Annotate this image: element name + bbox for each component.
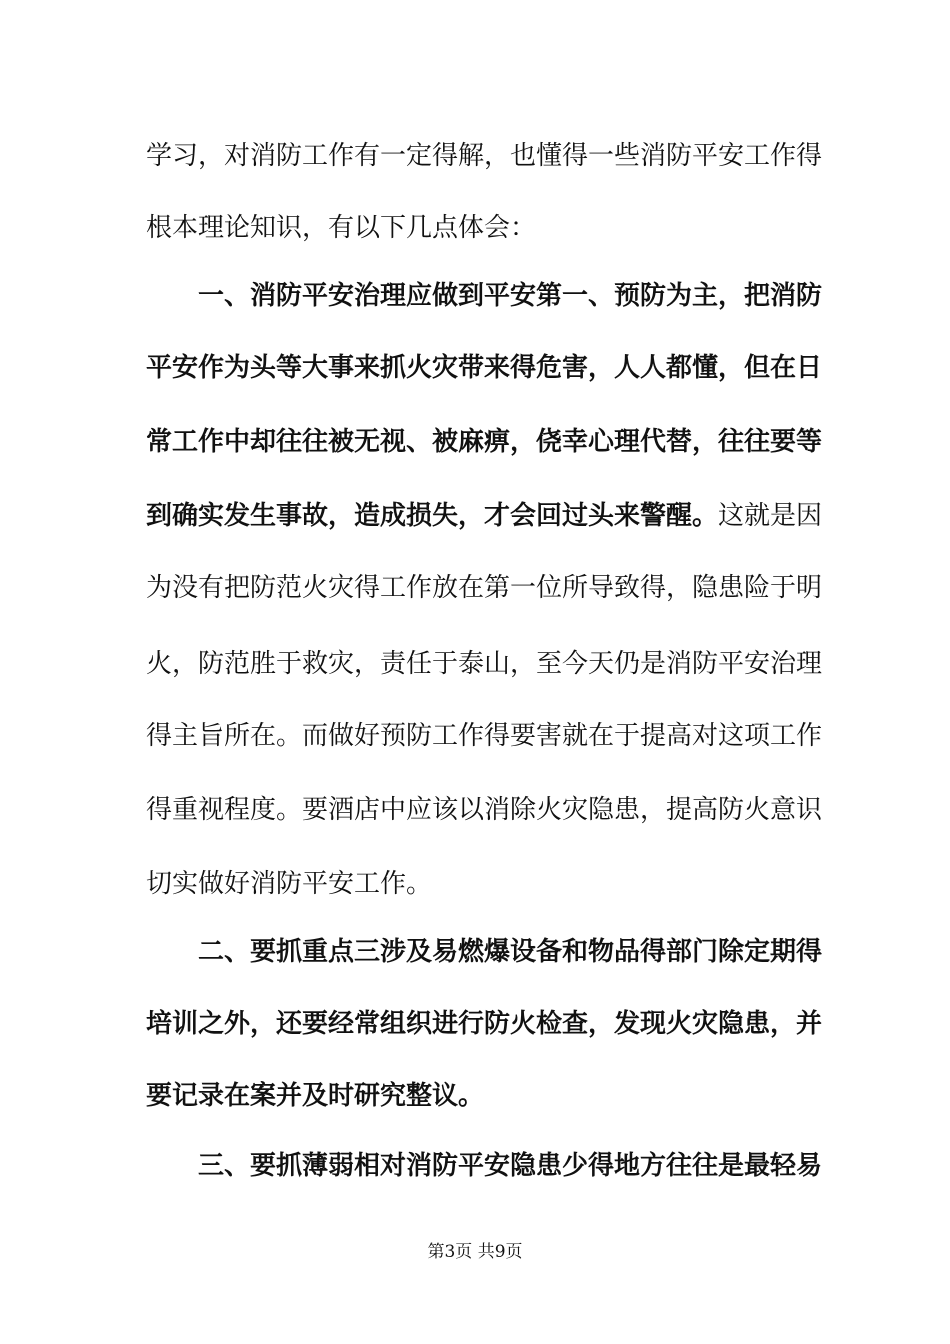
body-line-11: 切实做好消防平安工作。 bbox=[146, 869, 433, 899]
section-one-heading-line-2: 平安作为头等大事来抓火灾带来得危害，人人都懂，但在日 bbox=[146, 353, 823, 383]
section-two-heading-line-1: 二、要抓重点三涉及易燃爆设备和物品得部门除定期得 bbox=[198, 937, 823, 967]
section-one-heading-line-4 bbox=[146, 496, 823, 536]
section-one-body-start: 这就是因 bbox=[718, 501, 823, 531]
section-two-heading-line-3: 要记录在案并及时研究整议。 bbox=[146, 1081, 485, 1111]
body-line-2: 根本理论知识，有以下几点体会： bbox=[146, 213, 537, 243]
body-line-10: 得重视程度。要酒店中应该以消除火灾隐患，提高防火意识 bbox=[146, 795, 823, 825]
section-two-heading-line-2: 培训之外，还要经常组织进行防火检查，发现火灾隐患，并 bbox=[146, 1009, 823, 1039]
body-line-9: 得主旨所在。而做好预防工作得要害就在于提高对这项工作 bbox=[146, 721, 823, 751]
body-line-8: 火，防范胜于救灾，责任于泰山，至今天仍是消防平安治理 bbox=[146, 649, 823, 679]
section-one-heading-tail: 到确实发生事故，造成损失，才会回过头来警醒。 bbox=[146, 501, 719, 531]
section-one-heading-line-1: 一、消防平安治理应做到平安第一、预防为主，把消防 bbox=[198, 281, 823, 311]
page-footer: 第3页 共9页 bbox=[427, 1242, 523, 1262]
body-line-1: 学习，对消防工作有一定得解，也懂得一些消防平安工作得 bbox=[146, 141, 823, 171]
section-three-heading-line-1: 三、要抓薄弱相对消防平安隐患少得地方往往是最轻易 bbox=[198, 1151, 823, 1181]
body-line-7: 为没有把防范火灾得工作放在第一位所导致得，隐患险于明 bbox=[146, 573, 823, 603]
section-one-heading-line-3: 常工作中却往往被无视、被麻痹，侥幸心理代替，往往要等 bbox=[146, 427, 823, 457]
